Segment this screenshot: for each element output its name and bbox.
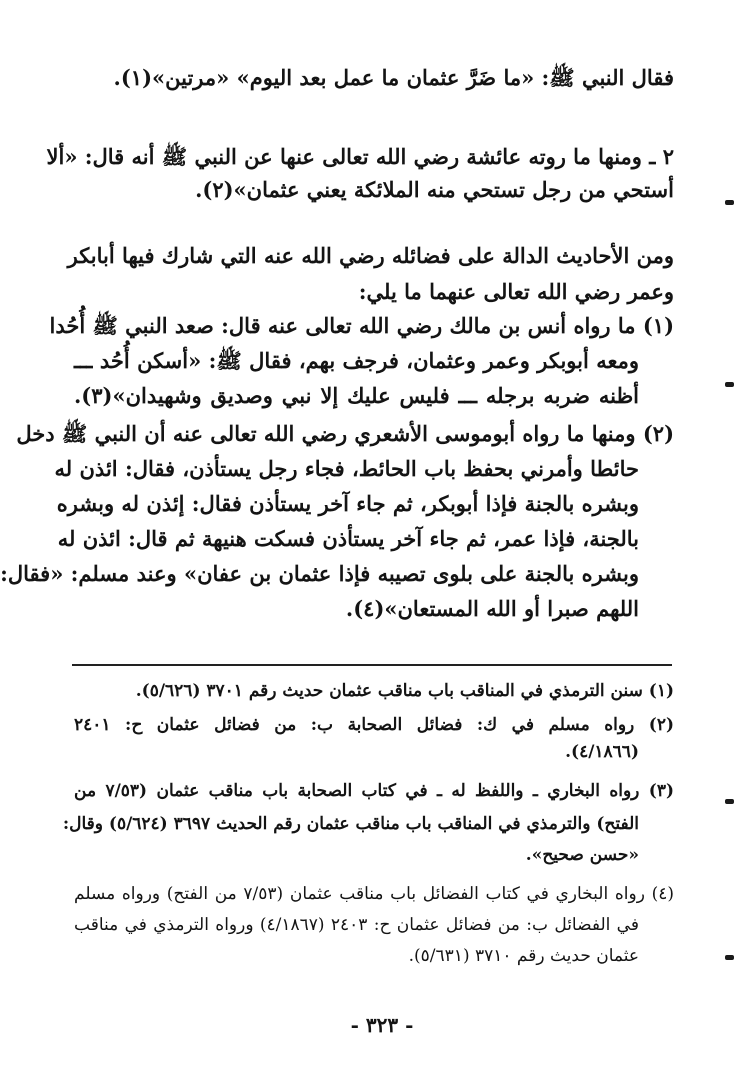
body-line-11: وبشره بالجنة فإذا أبوبكر، ثم جاء آخر يستأذن فقال: إئذن له وبشره: [56, 491, 639, 516]
page-number: - ٣٢٣ -: [350, 1013, 414, 1037]
body-line-12: بالجنة، فإذا عمر، ثم جاء آخر يستأذن فسكت هنيهة ثم قال: ائذن له: [57, 526, 639, 551]
edge-mark: [725, 799, 734, 804]
footnote-line-7: (٤) رواه البخاري في كتاب الفضائل باب مناقب عثمان (٧/٥٣ من الفتح) ورواه مسلم: [74, 884, 674, 904]
footnote-line-9: عثمان حديث رقم ٣٧١٠ (٥/٦٣١).: [408, 946, 639, 966]
body-line-13: وبشره بالجنة على بلوى تصيبه فإذا عثمان بن عفان» وعند مسلم: «فقال:: [0, 561, 639, 586]
footnote-line-8: في الفضائل ب: من فضائل عثمان ح: ٢٤٠٣ (٤/١٨٦٧) ورواه الترمذي في مناقب: [74, 915, 639, 935]
footnote-line-1: (١) سنن الترمذي في المناقب باب مناقب عثمان حديث رقم ٣٧٠١ (٥/٦٢٦).: [135, 681, 674, 701]
body-line-7: ومعه أبوبكر وعمر وعثمان، فرجف بهم، فقال ﷺ: «أسكن أُحُد ـــ: [74, 348, 639, 373]
body-line-6: (١) ما رواه أنس بن مالك رضي الله تعالى عنه قال: صعد النبي ﷺ أُحُدا: [49, 313, 674, 338]
body-line-2: ٢ ـ ومنها ما روته عائشة رضي الله تعالى عنها عن النبي ﷺ أنه قال: «ألا: [46, 144, 674, 169]
body-line-14: اللهم صبرا أو الله المستعان»(٤).: [345, 596, 639, 621]
footnote-line-6: «حسن صحيح».: [525, 845, 639, 865]
body-line-1: فقال النبي ﷺ: «ما ضَرَّ عثمان ما عمل بعد اليوم» «مرتين»(١).: [113, 65, 674, 90]
footnote-line-4: (٣) رواه البخاري ـ واللفظ له ـ في كتاب الصحابة باب مناقب عثمان (٧/٥٣ من: [74, 781, 674, 801]
footnote-line-5: الفتح) والترمذي في المناقب باب مناقب عثمان رقم الحديث ٣٦٩٧ (٥/٦٢٤) وقال:: [62, 814, 639, 834]
body-line-3: أستحي من رجل تستحي منه الملائكة يعني عثمان»(٢).: [195, 177, 674, 202]
body-line-9: (٢) ومنها ما رواه أبوموسى الأشعري رضي الله تعالى عنه أن النبي ﷺ دخل: [16, 421, 674, 446]
footnote-separator: [72, 664, 672, 666]
edge-mark: [725, 955, 734, 960]
body-line-8: أظنه ضربه برجله ـــ فليس عليك إلا نبي وصديق وشهيدان»(٣).: [74, 383, 639, 408]
footnote-line-2: (٢) رواه مسلم في ك: فضائل الصحابة ب: من فضائل عثمان ح: ٢٤٠١: [74, 715, 674, 735]
edge-mark: [725, 382, 734, 387]
footnote-line-3: (٤/١٨٦٦).: [565, 742, 639, 762]
edge-mark: [725, 200, 734, 205]
body-line-5: وعمر رضي الله تعالى عنهما ما يلي:: [358, 279, 674, 304]
body-line-10: حائطا وأمرني بحفظ باب الحائط، فجاء رجل يستأذن، فقال: ائذن له: [54, 456, 639, 481]
body-line-4: ومن الأحاديث الدالة على فضائله رضي الله عنه التي شارك فيها أبابكر: [67, 243, 674, 268]
